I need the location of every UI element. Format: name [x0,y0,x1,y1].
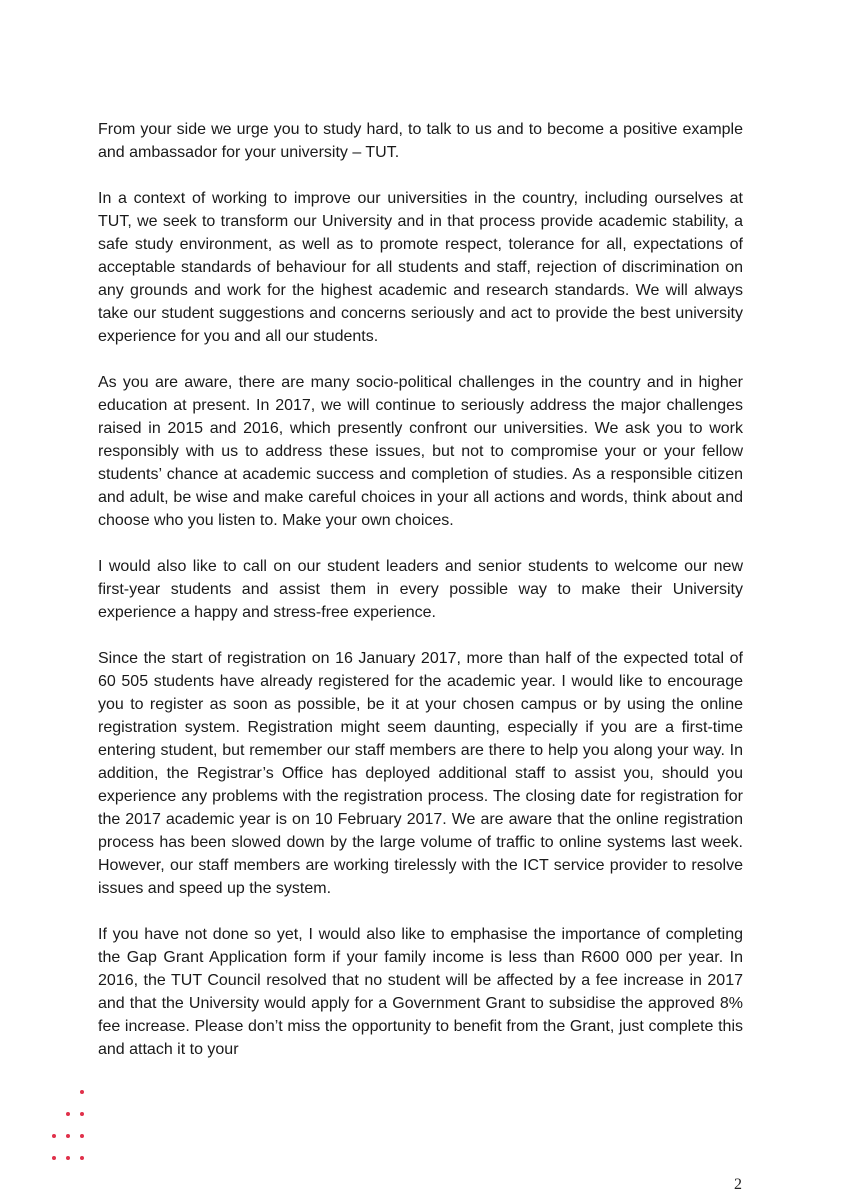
page-number: 2 [734,1176,742,1193]
decor-dot [80,1112,84,1116]
decorative-dot-pattern [62,1090,92,1162]
paragraph-1: From your side we urge you to study hard, to talk to us and to become a positive example and ambassador for your university – TUT. [98,121,743,161]
paragraph-6: If you have not done so yet, I would also like to emphasise the importance of completing the Gap Grant Application form if your family income is less than R600 000 per year. In 2016, the TUT Council resolved that no student will be affected by a fee increase in 2017 and that the University would apply for a Government Grant to subsidise the approved 8% fee increase. Please don’t miss the opportunity to benefit from the Grant, just complete this and attach it to your [98,926,743,1058]
decor-dot [52,1134,56,1138]
decor-dot [80,1134,84,1138]
paragraph-5: Since the start of registration on 16 January 2017, more than half of the expected total of 60 505 students have already registered for the academic year. I would like to encourage you to register as soon as possible, be it at your chosen campus or by using the online registration system. Registration might seem daunting, especially if you are a first-time entering student, but remember our staff members are there to help you along your way. In addition, the Registrar’s Office has deployed additional staff to assist you, should you experience any problems with the registration process. The closing date for registration for the 2017 academic year is on 10 February 2017. We are aware that the online registration process has been slowed down by the large volume of traffic to online systems last week. However, our staff members are working tirelessly with the ICT service provider to resolve issues and speed up the system. [98,650,743,897]
letter-body [98,118,743,1084]
paragraph-3: As you are aware, there are many socio-political challenges in the country and in higher education at present. In 2017, we will continue to seriously address the major challenges raised in 2015 and 2016, which presently confront our universities. We ask you to work responsibly with us to address these issues, but not to compromise your or your fellow students’ chance at academic success and completion of studies. As a responsible citizen and adult, be wise and make careful choices in your all actions and words, think about and choose who you listen to. Make your own choices. [98,374,743,529]
decor-dot [66,1156,70,1160]
decor-dot [66,1134,70,1138]
decor-dot [80,1090,84,1094]
decor-dot [66,1112,70,1116]
paragraph-4: I would also like to call on our student leaders and senior students to welcome our new first-year students and assist them in every possible way to make their University experience a happy and stress-free experience. [98,558,743,621]
paragraph-2: In a context of working to improve our universities in the country, including ourselves at TUT, we seek to transform our University and in that process provide academic stability, a safe study environment, as well as to promote respect, tolerance for all, expectations of acceptable standards of behaviour for all students and staff, rejection of discrimination on any grounds and work for the highest academic and research standards. We will always take our student suggestions and concerns seriously and act to provide the best university experience for you and all our students. [98,190,743,345]
decor-dot [80,1156,84,1160]
decor-dot [52,1156,56,1160]
